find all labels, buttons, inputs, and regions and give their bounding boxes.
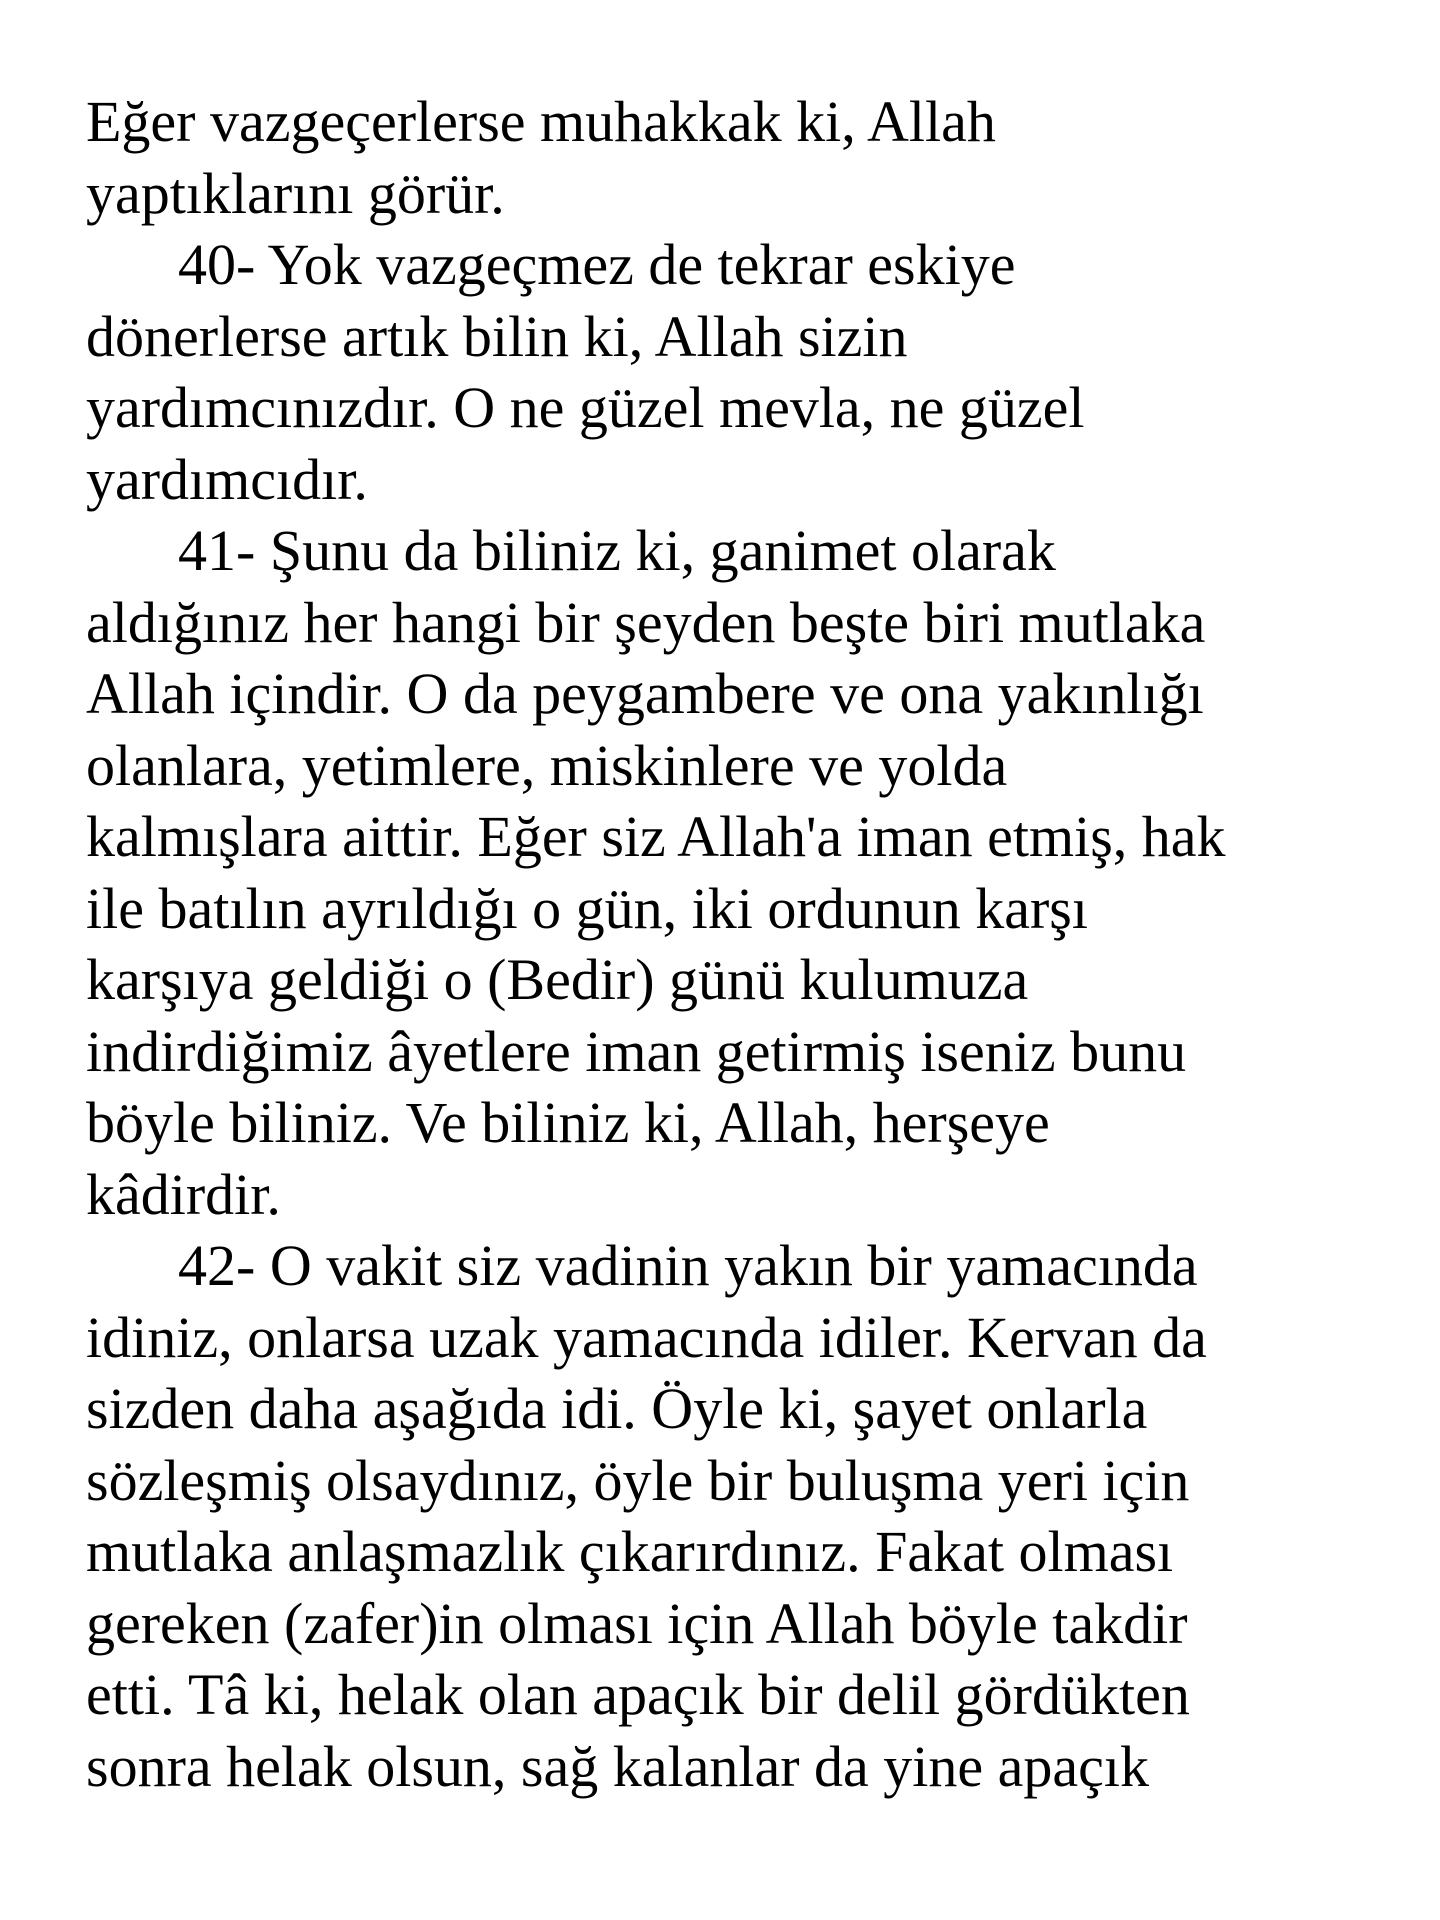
verse-41-start: 41- Şunu da biliniz ki, ganimet olarak bbox=[178, 518, 1056, 583]
text-line: olanlara, yetimlere, miskinlere ve yolda bbox=[86, 732, 1008, 798]
text-line: yardımcınızdır. O ne güzel mevla, ne güzel bbox=[86, 375, 1085, 440]
text-line: yaptıklarını görür. bbox=[86, 160, 505, 226]
text-line: Allah içindir. O da peygambere ve ona yakınlığı bbox=[86, 661, 1204, 726]
text-line: etti. Tâ ki, helak olan apaçık bir delil gördükten bbox=[86, 1662, 1190, 1727]
text-line: sözleşmiş olsaydınız, öyle bir buluşma yeri için bbox=[86, 1447, 1190, 1513]
text-line: dönerlerse artık bilin ki, Allah sizin bbox=[86, 303, 908, 369]
text-line: ile batılın ayrıldığı o gün, iki ordunun karşı bbox=[86, 875, 1088, 941]
text-line: karşıya geldiği o (Bedir) günü kulumuza bbox=[86, 947, 1029, 1012]
text-line: mutlaka anlaşmazlık çıkarırdınız. Fakat olması bbox=[86, 1519, 1174, 1584]
text-line: yardımcıdır. bbox=[86, 446, 368, 512]
text-line: Eğer vazgeçerlerse muhakkak ki, Allah bbox=[86, 89, 996, 154]
verse-40-start: 40- Yok vazgeçmez de tekrar eskiye bbox=[178, 232, 1016, 297]
text-line: sonra helak olsun, sağ kalanlar da yine apaçık bbox=[86, 1733, 1149, 1799]
text-line: idiniz, onlarsa uzak yamacında idiler. Kervan da bbox=[86, 1304, 1207, 1370]
text-line: böyle biliniz. Ve biliniz ki, Allah, herşeye bbox=[86, 1090, 1050, 1155]
text-line: kâdirdir. bbox=[86, 1161, 281, 1227]
verse-42-start: 42- O vakit siz vadinin yakın bir yamacında bbox=[178, 1233, 1198, 1298]
text-line: gereken (zafer)in olması için Allah böyle takdir bbox=[86, 1590, 1188, 1656]
document-page bbox=[86, 86, 1406, 1802]
text-line: kalmışlara aittir. Eğer siz Allah'a iman etmiş, hak bbox=[86, 804, 1226, 869]
text-line: sizden daha aşağıda idi. Öyle ki, şayet onlarla bbox=[86, 1376, 1148, 1441]
text-line: indirdiğimiz âyetlere iman getirmiş iseniz bunu bbox=[86, 1018, 1187, 1084]
text-line: aldığınız her hangi bir şeyden beşte biri mutlaka bbox=[86, 589, 1206, 655]
